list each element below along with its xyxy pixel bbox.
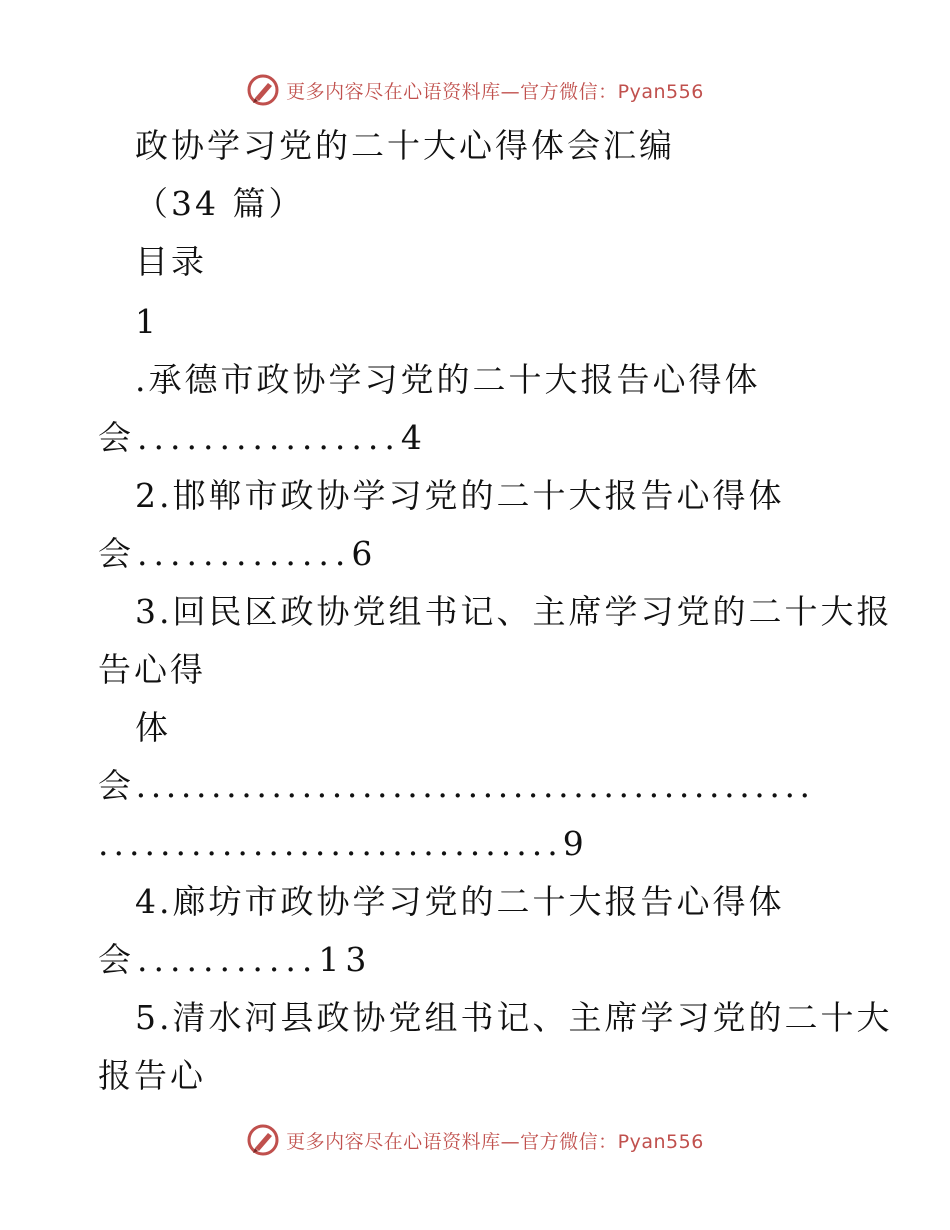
watermark-text: 更多内容尽在心语资料库—官方微信：Pyan556 — [286, 80, 704, 103]
doc-count: （34 篇） — [135, 184, 305, 223]
watermark-banner-bottom — [0, 1120, 950, 1160]
doc-title: 政协学习党的二十大心得体会汇编 — [135, 126, 675, 165]
pen-logo-icon — [246, 73, 280, 107]
toc-line: 会............................................. — [98, 766, 815, 805]
toc-line: 会...........13 — [98, 940, 373, 979]
toc-line: 报告心 — [98, 1056, 206, 1095]
pen-logo-icon — [246, 1123, 280, 1157]
toc-line: 会................4 — [98, 418, 428, 457]
toc-line: .承德市政协学习党的二十大报告心得体 — [135, 360, 761, 399]
toc-line: 2.邯郸市政协学习党的二十大报告心得体 — [135, 476, 785, 515]
toc-line: 3.回民区政协党组书记、主席学习党的二十大报 — [135, 592, 893, 631]
toc-line: 告心得 — [98, 650, 206, 689]
toc-line: 会.............6 — [98, 534, 379, 573]
toc-heading: 目录 — [135, 242, 207, 281]
watermark-banner-top — [0, 70, 950, 110]
watermark-text: 更多内容尽在心语资料库—官方微信：Pyan556 — [286, 1130, 704, 1153]
toc-line: ..............................9 — [98, 824, 589, 863]
toc-line: 4.廊坊市政协学习党的二十大报告心得体 — [135, 882, 785, 921]
toc-line: 1 — [135, 302, 159, 341]
toc-line: 体 — [135, 708, 171, 747]
toc-line: 5.清水河县政协党组书记、主席学习党的二十大 — [135, 998, 893, 1037]
